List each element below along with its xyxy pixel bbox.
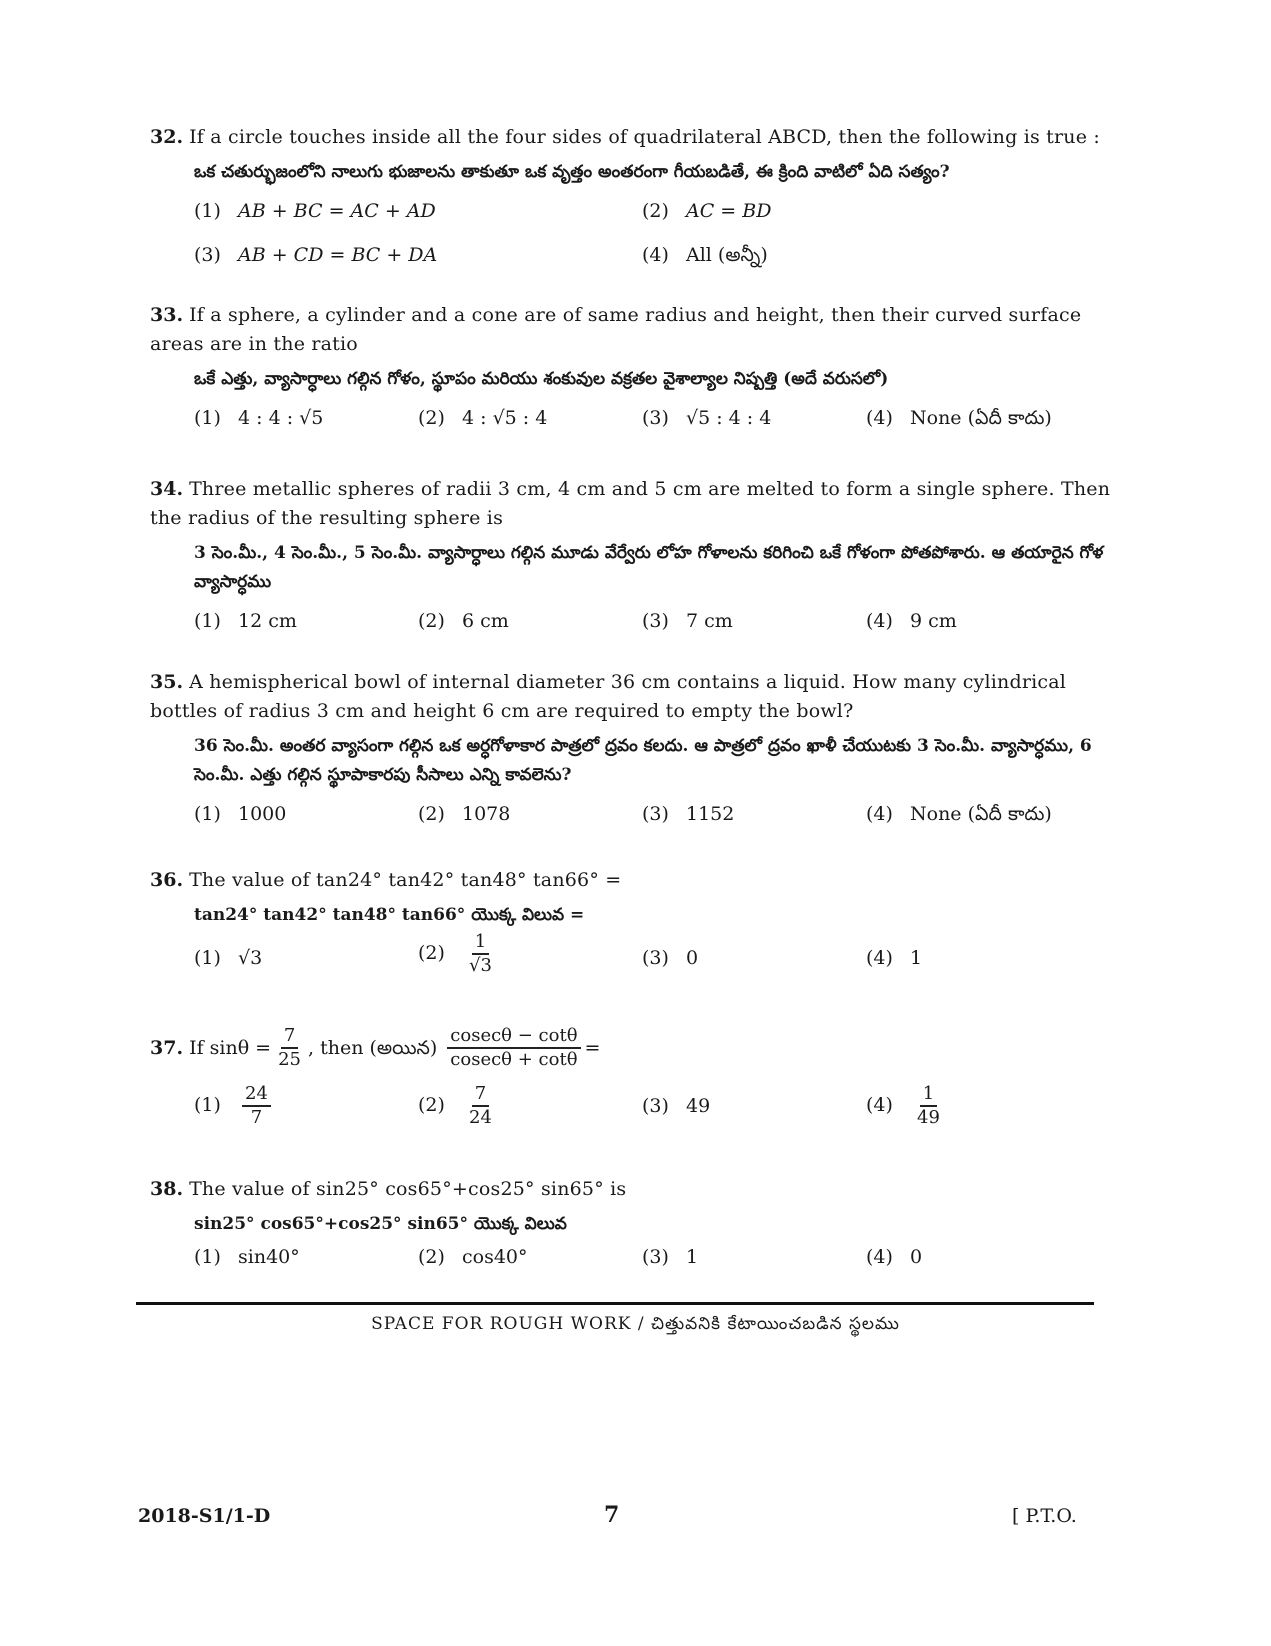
question-33 (150, 301, 1130, 442)
option-2[interactable]: (2) 6 cm (418, 610, 509, 632)
option-1[interactable]: (1) 1000 (194, 803, 287, 825)
options (194, 1083, 1174, 1146)
question-text-telugu: ఒక చతుర్భుజంలోని నాలుగు భుజాలను తాకుతూ ఒక వృత్తం అంతరంగా గీయబడితే, ఈ క్రింది వాటిలో ఏది సత్యం? (194, 162, 950, 182)
option-3[interactable]: (3) 0 (642, 947, 699, 969)
question-text: The value of sin25° cos65°+cos25° sin65° is (189, 1178, 627, 1200)
option-4[interactable]: (4) None (ఏదీ కాదు) (866, 407, 1052, 429)
question-number: 37. (150, 1036, 184, 1059)
question-text: If a sphere, a cylinder and a cone are of same radius and height, then their curved surface areas are in the ratio (150, 304, 1082, 355)
question-35 (150, 668, 1130, 838)
fraction: $\frac{1}{49}$ (917, 1083, 940, 1128)
question-37 (150, 1026, 1130, 1146)
fraction-expression: $\frac{cosec\theta - \cot\theta}{cosec\theta + \cot\theta}$ (447, 1026, 580, 1070)
option-2[interactable]: (2) 1078 (418, 803, 511, 825)
question-number: 32. (150, 126, 184, 148)
question-number: 38. (150, 1178, 184, 1200)
question-text: The value of tan24° tan42° tan48° tan66° = (189, 869, 622, 891)
option-1[interactable]: (1) sin40° (194, 1246, 300, 1268)
fraction-sin: $\frac{7}{25}$ (278, 1025, 302, 1070)
option-4[interactable]: (4) None (ఏదీ కాదు) (866, 803, 1052, 825)
option-1[interactable]: (1) 4 : 4 : √5 (194, 407, 324, 429)
options (194, 195, 1174, 235)
option-2[interactable]: (2) $\frac{1}{√3}$ (418, 932, 499, 976)
option-2[interactable]: (2) $\frac{7}{24}$ (418, 1084, 499, 1128)
question-text-telugu: 36 సెం.మీ. అంతర వ్యాసంగా గల్గిన ఒక అర్ధగోళాకార పాత్రలో ద్రవం కలదు. ఆ పాత్రలో ద్రవం ఖాళీ చేయుటకు 3 సెం.మీ. వ్యాసార్ధము, 6 సెం.మీ. ఎత్తు గల్గిన స్థూపాకారపు సీసాలు ఎన్ని కావలెను? (194, 736, 1092, 785)
question-text: A hemispherical bowl of internal diameter 36 cm contains a liquid. How many cylindrical bottles of radius 3 cm and height 6 cm are required to empty the bowl? (150, 671, 1067, 722)
question-text-prefix: If sinθ = (189, 1036, 272, 1059)
fraction: $\frac{7}{24}$ (469, 1083, 492, 1128)
options (194, 605, 1174, 645)
option-2[interactable]: (2) AC = BD (642, 200, 772, 222)
pto-label: [ P.T.O. (1012, 1505, 1077, 1527)
question-32 (150, 123, 1130, 279)
booklet-code: 2018-S1/1-D (138, 1505, 271, 1527)
options (194, 798, 1174, 838)
question-38 (150, 1175, 1130, 1281)
page-number: 7 (604, 1502, 620, 1528)
option-3[interactable]: (3) 49 (642, 1095, 711, 1117)
option-4[interactable]: (4) $\frac{1}{49}$ (866, 1084, 947, 1128)
question-text-telugu: 3 సెం.మీ., 4 సెం.మీ., 5 సెం.మీ. వ్యాసార్ధాలు గల్గిన మూడు వేర్వేరు లోహ గోళాలను కరిగించి ఒకే గోళంగా పోతపోశారు. ఆ తయారైన గోళ వ్యాసార్ధము (194, 543, 1104, 592)
option-4[interactable]: (4) 0 (866, 1246, 923, 1268)
question-34 (150, 475, 1130, 645)
question-text-telugu: ఒకే ఎత్తు, వ్యాసార్ధాలు గల్గిన గోళం, స్థూపం మరియు శంకువుల వక్రతల వైశాల్యాల నిష్పత్తి (అదే వరుసలో) (194, 369, 889, 389)
option-4[interactable]: (4) 1 (866, 947, 923, 969)
option-1[interactable]: (1) AB + BC = AC + AD (194, 200, 436, 222)
divider (136, 1302, 1094, 1305)
question-text-telugu: sin25° cos65°+cos25° sin65° యొక్క విలువ (194, 1214, 567, 1234)
question-36 (150, 866, 1130, 994)
option-3[interactable]: (3) 1 (642, 1246, 699, 1268)
rough-work-label: SPACE FOR ROUGH WORK / చిత్తువనికి కేటాయించబడిన స్థలము (371, 1314, 900, 1334)
question-number: 36. (150, 869, 184, 891)
option-3[interactable]: (3) 1152 (642, 803, 735, 825)
option-1[interactable]: (1) √3 (194, 947, 263, 969)
question-text: Three metallic spheres of radii 3 cm, 4 cm and 5 cm are melted to form a single sphere. Then the radius of the resulting sphere is (150, 478, 1111, 529)
question-text-mid: , then (అయిన) (308, 1036, 438, 1059)
options (194, 1241, 1174, 1281)
option-2[interactable]: (2) cos40° (418, 1246, 528, 1268)
option-3[interactable]: (3) 7 cm (642, 610, 733, 632)
option-1[interactable]: (1) 12 cm (194, 610, 297, 632)
fraction: $\frac{24}{7}$ (242, 1084, 271, 1128)
option-1[interactable]: (1) $\frac{24}{7}$ (194, 1084, 275, 1128)
option-4[interactable]: (4) All (అన్నీ) (642, 244, 768, 266)
options (194, 239, 1174, 279)
question-text-telugu: tan24° tan42° tan48° tan66° యొక్క విలువ = (194, 905, 585, 925)
option-3[interactable]: (3) √5 : 4 : 4 (642, 407, 772, 429)
option-4[interactable]: (4) 9 cm (866, 610, 957, 632)
option-3[interactable]: (3) AB + CD = BC + DA (194, 244, 438, 266)
question-text: If a circle touches inside all the four sides of quadrilateral ABCD, then the following is true : (189, 126, 1101, 148)
question-text-suffix: = (584, 1036, 601, 1059)
options (194, 402, 1174, 442)
question-number: 33. (150, 304, 184, 326)
fraction: $\frac{1}{√3}$ (469, 931, 492, 976)
options (194, 931, 1174, 994)
option-2[interactable]: (2) 4 : √5 : 4 (418, 407, 548, 429)
question-number: 35. (150, 671, 184, 693)
question-number: 34. (150, 478, 184, 500)
